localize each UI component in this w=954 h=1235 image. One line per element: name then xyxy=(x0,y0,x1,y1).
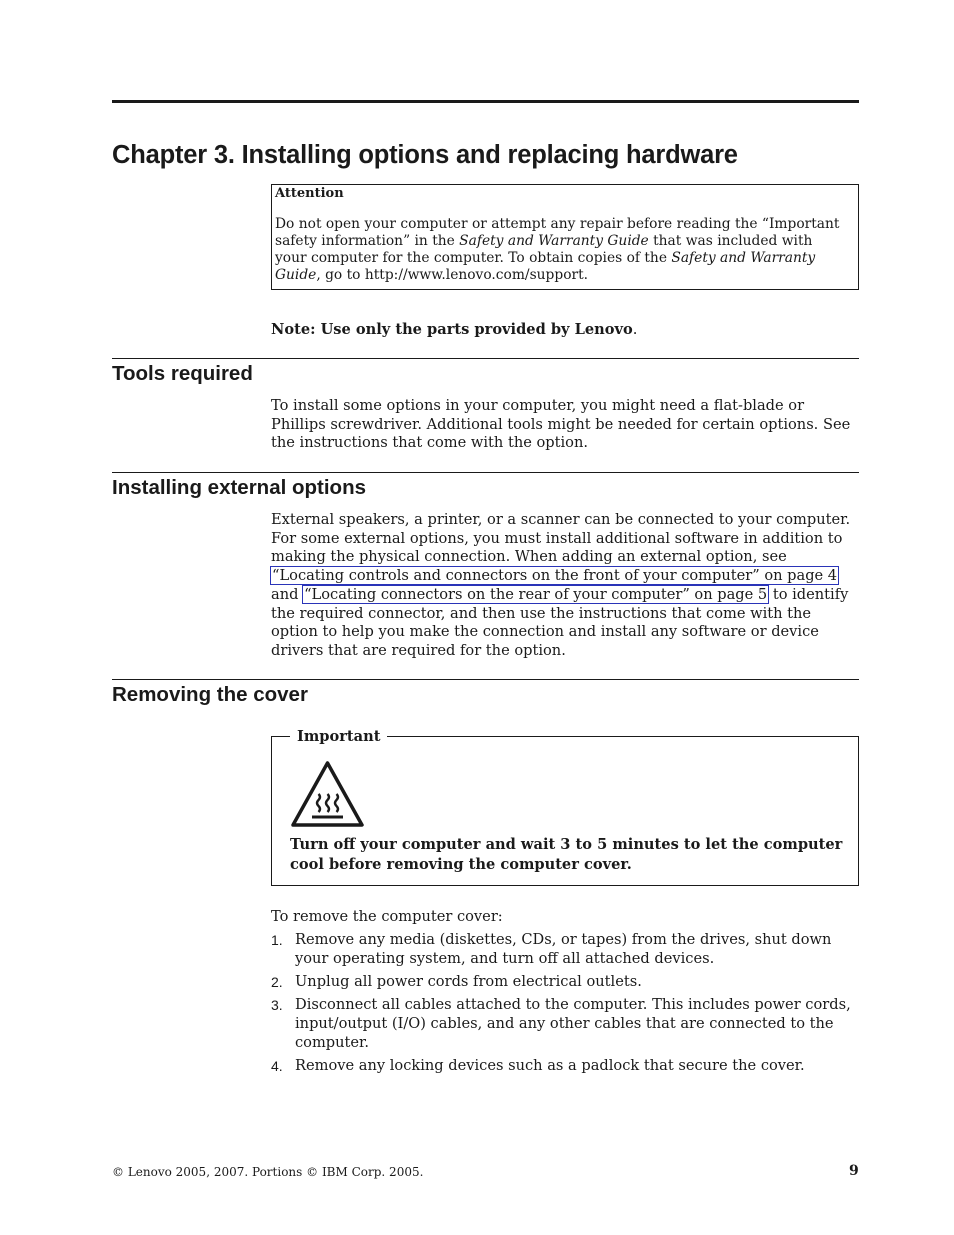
external-heading: Installing external options xyxy=(112,476,367,499)
attention-title: Attention xyxy=(275,186,344,201)
front-connectors-link[interactable]: “Locating controls and connectors on the front of your computer” on page 4 xyxy=(272,567,838,585)
cover-intro: To remove the computer cover: xyxy=(271,908,503,925)
section-rule xyxy=(112,358,859,359)
top-rule xyxy=(112,100,859,103)
important-title: Important xyxy=(290,728,387,745)
section-rule xyxy=(112,679,859,680)
list-item: 3. Disconnect all cables attached to the computer. This includes power cords, input/output (I/O) cables, and any other cables that are connected to the computer. xyxy=(271,996,851,1051)
cover-steps xyxy=(271,931,859,1080)
tools-heading: Tools required xyxy=(112,362,253,385)
list-item: 1. Remove any media (diskettes, CDs, or tapes) from the drives, shut down your operating system, and turn off all attached devices. xyxy=(271,931,832,967)
list-item: 2. Unplug all power cords from electrical outlets. xyxy=(271,972,642,990)
list-item: 4. Remove any locking devices such as a padlock that secure the cover. xyxy=(271,1056,805,1074)
footer-copyright: © Lenovo 2005, 2007. Portions © IBM Corp. 2005. xyxy=(112,1165,424,1179)
note: Note: Use only the parts provided by Lenovo. xyxy=(271,321,638,338)
attention-text: Do not open your computer or attempt any repair before reading the “Important safety information” in the Safety and Warranty Guide that was included with your computer for the computer. To obtain copies of the Safety and Warranty Guide, go to http://www.lenovo.com/support. xyxy=(275,216,840,283)
rear-connectors-link[interactable]: “Locating connectors on the rear of your computer” on page 5 xyxy=(304,585,768,603)
external-text: External speakers, a printer, or a scanner can be connected to your computer. For some external options, you must install additional software in addition to making the physical connection. When adding an external option, see “Locating controls and connectors on the front of your computer” on page 4 and “Locating connectors on the rear of your computer” on page 5 to identify the required connector, and then use the instructions that come with the option to help you make the connection and install any software or device drivers that are required for the option. xyxy=(271,511,851,659)
page-number: 9 xyxy=(849,1163,859,1179)
guide-title: Safety and Warranty Guide xyxy=(275,250,816,283)
hot-surface-warning-icon xyxy=(290,760,365,828)
guide-title: Safety and Warranty Guide xyxy=(459,233,649,249)
chapter-title: Chapter 3. Installing options and replacing hardware xyxy=(112,141,738,169)
section-rule xyxy=(112,472,859,473)
cover-heading: Removing the cover xyxy=(112,683,308,706)
important-text: Turn off your computer and wait 3 to 5 minutes to let the computer cool before removing the computer cover. xyxy=(290,836,843,873)
tools-text: To install some options in your computer, you might need a flat-blade or Phillips screwdriver. Additional tools might be needed for certain options. See the instructions that come with the option. xyxy=(271,397,851,452)
